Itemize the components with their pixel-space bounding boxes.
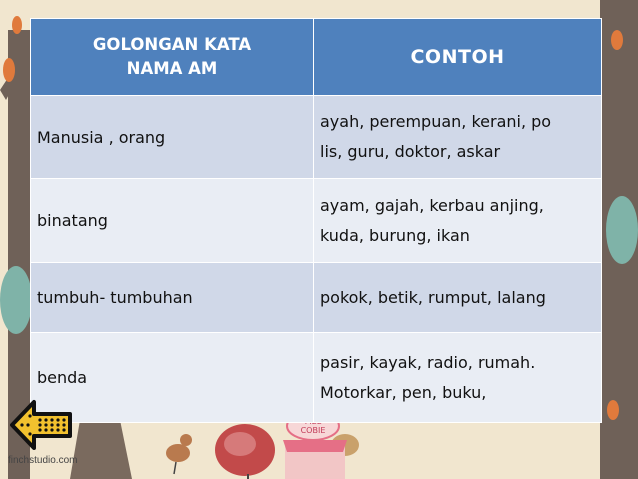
back-arrow-icon[interactable]	[10, 398, 74, 452]
table-row	[31, 263, 602, 333]
shop-sign-line1: MEL	[304, 417, 322, 426]
shop-awning	[283, 440, 347, 452]
examples-cell	[314, 333, 602, 423]
bird-small-legs	[174, 462, 176, 474]
leaf-1	[3, 58, 15, 82]
leaf-5	[607, 400, 619, 420]
leaf-2	[12, 16, 22, 34]
shop-sign-line2: COBIE	[300, 426, 326, 435]
header-category	[31, 19, 314, 96]
bird-red-wing	[224, 432, 256, 456]
category-cell: benda	[31, 333, 314, 423]
category-cell: binatang	[31, 179, 314, 263]
examples-cell	[314, 179, 602, 263]
bush-right	[606, 196, 638, 264]
header-category-line2: NAMA AM	[126, 59, 218, 78]
tree-trunk-middle	[70, 420, 132, 479]
examples-cell	[314, 96, 602, 179]
bird-small-head	[180, 434, 192, 446]
examples-cell	[314, 263, 602, 333]
table-row	[31, 179, 602, 263]
examples-line: kuda, burung, ikan	[320, 225, 470, 245]
examples-line: Motorkar, pen, buku,	[320, 382, 487, 402]
examples-line: lis, guru, doktor, askar	[320, 142, 501, 161]
bush-left	[0, 266, 32, 334]
header-examples: CONTOH	[314, 19, 602, 96]
leaf-3	[611, 30, 623, 50]
examples-line: ayah, perempuan, kerani, po	[320, 112, 552, 131]
header-category-line1: GOLONGAN KATA	[92, 35, 252, 54]
table-row	[31, 333, 602, 423]
examples-line: pasir, kayak, radio, rumah.	[320, 352, 536, 372]
examples-line: pokok, betik, rumput, lalang	[320, 287, 546, 307]
table-header-row	[31, 19, 602, 96]
category-cell: Manusia , orang	[31, 96, 314, 179]
examples-line: ayam, gajah, kerbau anjing,	[320, 195, 544, 215]
word-category-table	[30, 18, 602, 423]
table-row	[31, 96, 602, 179]
category-cell: tumbuh- tumbuhan	[31, 263, 314, 333]
bird-small-body	[166, 444, 190, 462]
watermark-text: finchstudio.com	[8, 455, 78, 466]
